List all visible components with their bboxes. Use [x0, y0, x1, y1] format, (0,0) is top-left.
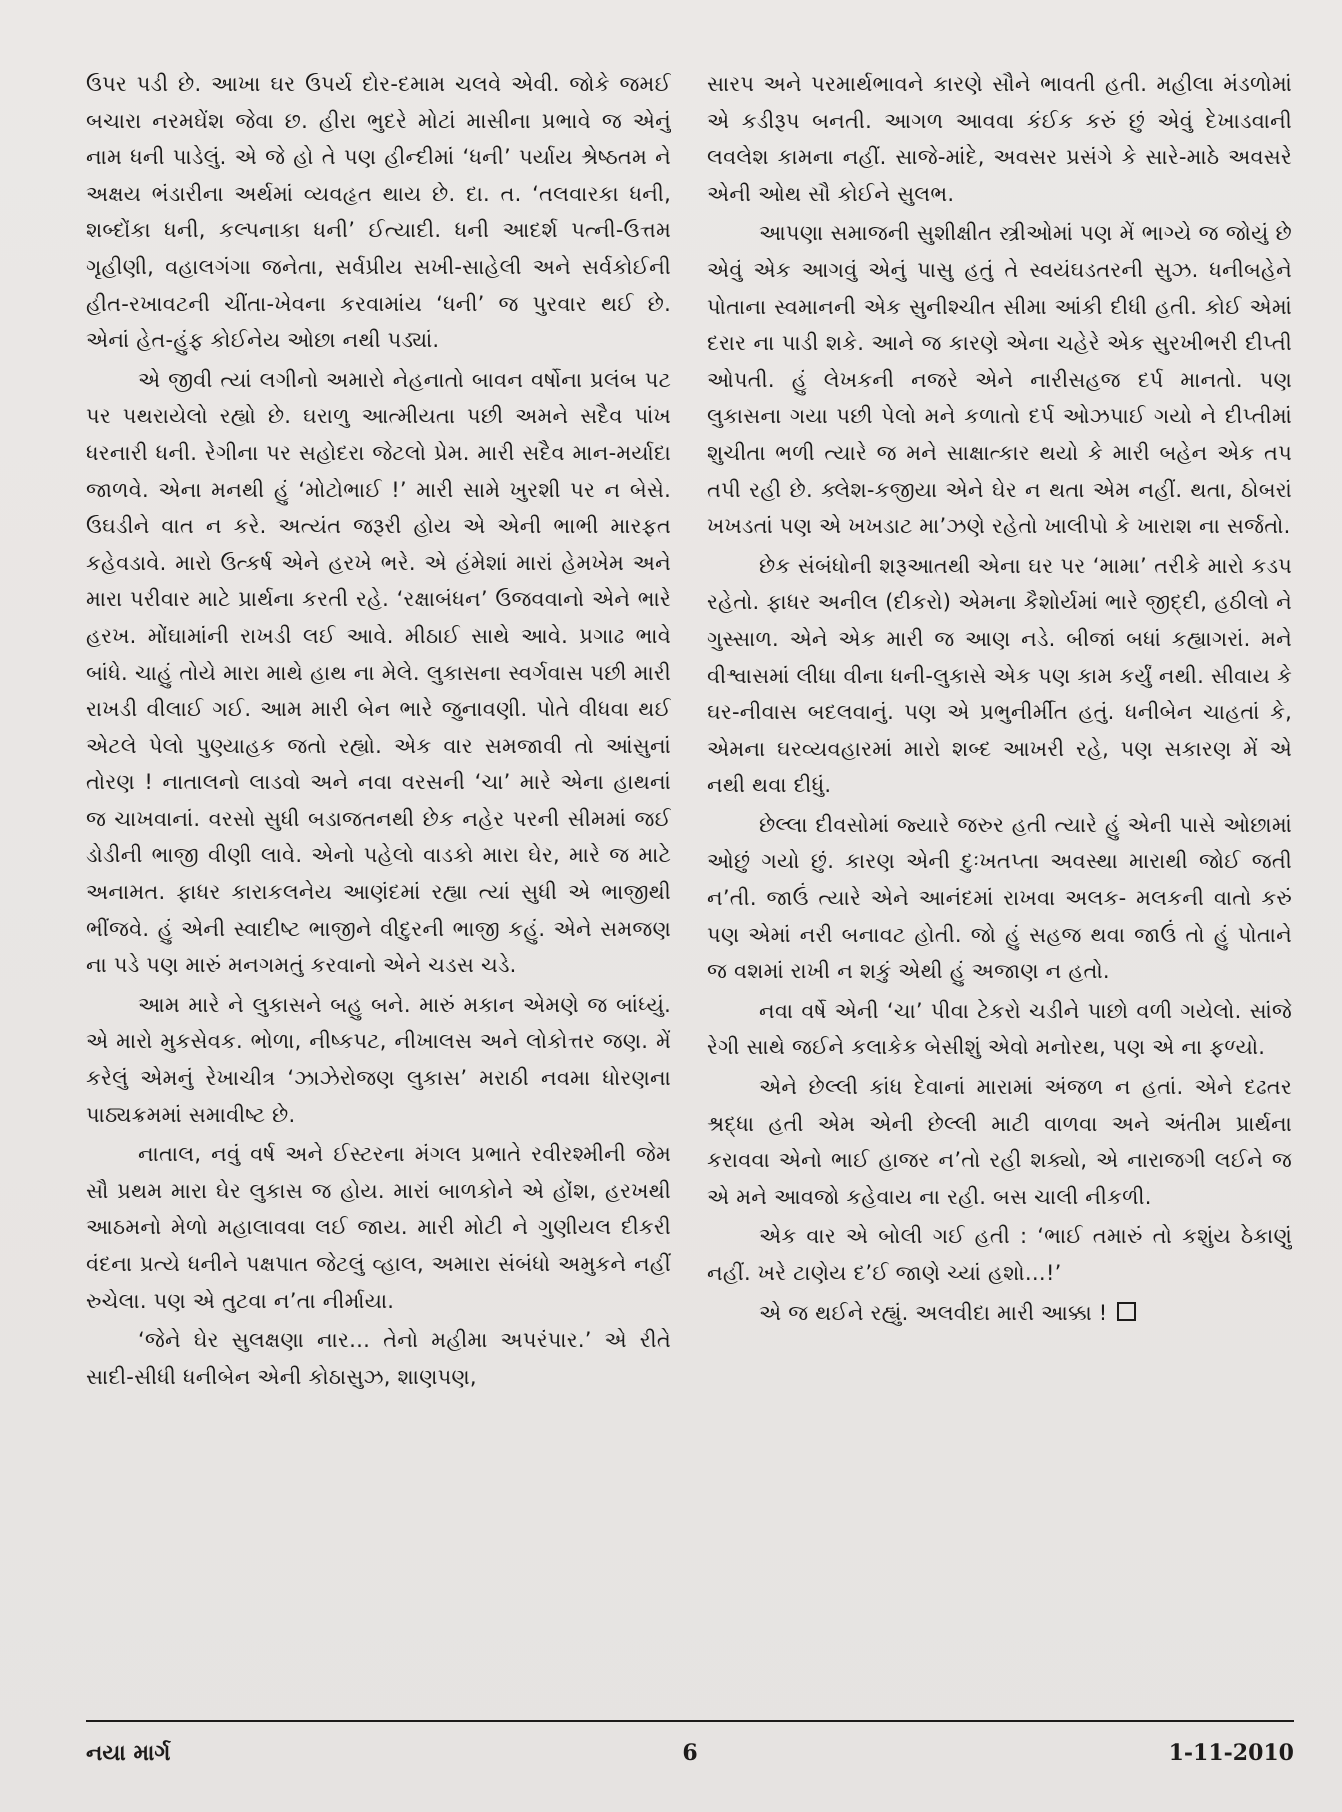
- closing-line: એ જ થઈને રહ્યું. અલવીદા મારી આક્કા !: [759, 1300, 1108, 1325]
- paragraph: આપણા સમાજની સુશીક્ષીત સ્ત્રીઓમાં પણ મેં ભાગ્યે જ જોયું છે એવું એક આગવું એનું પાસુ હતું તે સ્વયંઘડતરની સુઝ. ધનીબહેને પોતાના સ્વમાનની એક સુનીશ્ચીત સીમા આંકી દીધી હતી. કોઈ એમાં દરાર ના પાડી શકે. આને જ કારણે એના ચહેરે એક સુરખીભરી દીપ્તી ઓપતી. હું લેખકની નજરે એને નારીસહજ દર્પ માનતો. પણ લુકાસના ગયા પછી પેલો મને કળાતો દર્પ ઓઝપાઈ ગયો ને દીપ્તીમાં શુચીતા ભળી ત્યારે જ મને સાક્ષાત્કાર થયો કે મારી બહેન એક તપ તપી રહી છે. ક્લેશ-કજીયા એને ઘેર ન થતા એમ નહીં. થતા, ઠોબરાં ખખડતાં પણ એ ખખડાટ મા’ઝણે રહેતો ખાલીપો કે ખારાશ ના સર્જતો.: [707, 221, 1292, 539]
- paragraph: છેલ્લા દીવસોમાં જ્યારે જરુર હતી ત્યારે હું એની પાસે ઓછામાં ઓછું ગયો છું. કારણ એની દુઃખતપ્તા અવસ્થા મારાથી જોઈ જતી ન’તી. જાઉં ત્યારે એને આનંદમાં રાખવા અલક- મલકની વાતો કરું પણ એમાં નરી બનાવટ હોતી. જો હું સહજ થવા જાઉં તો હું પોતાને જ વશમાં રાખી ન શકું એથી હું અજાણ ન હતો.: [707, 812, 1292, 984]
- paragraph: એ જીવી ત્યાં લગીનો અમારો નેહનાતો બાવન વર્ષોના પ્રલંબ પટ પર પથરાયેલો રહ્યો છે. ઘરાળુ આત્મીયતા પછી અમને સદૈવ પાંખ ધરનારી ધની. રેગીના પર સહોદરા જેટલો પ્રેમ. મારી સદૈવ માન-મર્યાદા જાળવે. એના મનથી હું ‘મોટોભાઈ !’ મારી સામે ખુરશી પર ન બેસે. ઉઘડીને વાત ન કરે. અત્યંત જરૂરી હોય એ એની ભાભી મારફત કહેવડાવે. મારો ઉત્કર્ષ એને હરખે ભરે. એ હંમેશાં મારાં હેમખેમ અને મારા પરીવાર માટે પ્રાર્થના કરતી રહે. ‘રક્ષાબંધન’ ઉજવવાનો એને ભારે હરખ. મોંઘામાંની રાખડી લઈ આવે. મીઠાઈ સાથે આવે. પ્રગાઢ ભાવે બાંધે. ચાહું તોયે મારા માથે હાથ ના મેલે. લુકાસના સ્વર્ગવાસ પછી મારી રાખડી વીલાઈ ગઈ. આમ મારી બેન ભારે જુનાવણી. પોતે વીધવા થઈ એટલે પેલો પુણ્યાહક જતો રહ્યો. એક વાર સમજાવી તો આંસુનાં તોરણ ! નાતાલનો લાડવો અને નવા વરસની ‘ચા’ મારે એના હાથનાં જ ચાખવાનાં. વરસો સુધી બડાજતનથી છેક નહેર પરની સીમમાં જઈ ડોડીની ભાજી વીણી લાવે. એનો પહેલો વાડકો મારા ઘેર, મારે જ માટે અનામત. ફાધર કારાકલનેય આણંદમાં રહ્યા ત્યાં સુધી એ ભાજીથી ભીંજવે. હું એની સ્વાદીષ્ટ ભાજીને વીદુરની ભાજી કહું. એને સમજણ ના પડે પણ મારું મનગમતું કરવાનો એને ચડસ ચડે.: [86, 367, 671, 978]
- final-paragraph: [707, 1295, 1292, 1332]
- paragraph: નાતાલ, નવું વર્ષ અને ઈસ્ટરના મંગલ પ્રભાતે રવીરશ્મીની જેમ સૌ પ્રથમ મારા ઘેર લુકાસ જ હોય. મારાં બાળકોને એ હોંશ, હરખથી આઠમનો મેળો મહાલાવવા લઈ જાય. મારી મોટી ને ગુણીયલ દીકરી વંદના પ્રત્યે ધનીને પક્ષપાત જેટલું વ્હાલ, અમારા સંબંધો અમુકને નહીં રુચેલા. પણ એ તુટવા ન’તા નીર્માયા.: [86, 1142, 671, 1313]
- page-number: 6: [682, 1740, 698, 1766]
- paragraph: એને છેલ્લી કાંધ દેવાનાં મારામાં અંજળ ન હતાં. એને દઢતર શ્રદ્ધા હતી એમ એની છેલ્લી માટી વાળવા અને અંતીમ પ્રાર્થના કરાવવા એનો ભાઈ હાજર ન’તો રહી શક્યો, એ નારાજગી લઈને જ એ મને આવજો કહેવાય ના રહી. બસ ચાલી નીકળી.: [707, 1075, 1292, 1209]
- paragraph: ઉપર પડી છે. આખા ઘર ઉપર્ય દોર-દમામ ચલવે એવી. જોકે જમઈ બચારા નરમઘેંશ જેવા છ. હીરા ભુદરે મોટાં માસીના પ્રભાવે જ એનું નામ ધની પાડેલું. એ જે હો તે પણ હીન્દીમાં ‘ધની’ પર્યાય શ્રેષ્ઠતમ ને અક્ષય ભંડારીના અર્થમાં વ્યવહૃત થાય છે. દા. ત. ‘તલવારકા ધની, શબ્દોંકા ધની, કલ્પનાકા ધની’ ઈત્યાદી. ધની આદર્શ પત્ની-ઉત્તમ ગૃહીણી, વહાલગંગા જનેતા, સર્વપ્રીય સખી-સાહેલી અને સર્વકોઈની હીત-રખાવટની ચીંતા-ખેવના કરવામાંય ‘ધની’ જ પુરવાર થઈ છે. એનાં હેત-હુંફ કોઈનેય ઓછા નથી પડ્યાં.: [86, 72, 671, 353]
- paragraph: એક વાર એ બોલી ગઈ હતી : ‘ભાઈ તમારું તો કશુંય ઠેકાણું નહીં. ખરે ટાણેય દ’ઈ જાણે ચ્યાં હશો…!’: [707, 1224, 1292, 1285]
- footer-divider: [86, 1720, 1294, 1722]
- paragraph: આમ મારે ને લુકાસને બહુ બને. મારું મકાન એમણે જ બાંધ્યું. એ મારો મુકસેવક. ભોળા, નીષ્કપટ, નીખાલસ અને લોકોત્તર જણ. મેં કરેલું એમનું રેખાચીત્ર ‘ઝાઝેરોજણ લુકાસ’ મરાઠી નવમા ધોરણના પાઠ્યક્રમમાં સમાવીષ્ટ છે.: [86, 992, 671, 1127]
- left-column: [86, 66, 671, 1686]
- end-of-article-box-icon: [1117, 1302, 1136, 1321]
- publication-name: નયા માર્ગ: [86, 1740, 171, 1766]
- issue-date: 1-11-2010: [1168, 1740, 1294, 1766]
- paragraph: નવા વર્ષે એની ‘ચા’ પીવા ટેકરો ચડીને પાછો વળી ગયેલો. સાંજે રેગી સાથે જઈને કલાકેક બેસીશું એવો મનોરથ, પણ એ ના ફળ્યો.: [707, 998, 1292, 1060]
- paragraph: સારપ અને પરમાર્થભાવને કારણે સૌને ભાવતી હતી. મહીલા મંડળોમાં એ કડીરૂપ બનતી. આગળ આવવા કંઈક કરું છું એવું દેખાડવાની લવલેશ કામના નહીં. સાજે-માંદે, અવસર પ્રસંગે કે સારે-માઠે અવસરે એની ઓથ સૌ કોઈને સુલભ.: [707, 72, 1292, 206]
- paragraph: છેક સંબંધોની શરૂઆતથી એના ઘર પર ‘મામા’ તરીકે મારો કડપ રહેતો. ફાધર અનીલ (દીકરો) એમના કૈશોર્યમાં ભારે જીદ્દી, હઠીલો ને ગુસ્સાળ. એને એક મારી જ આણ નડે. બીજાં બધાં કહ્યાગરાં. મને વીશ્વાસમાં લીધા વીના ધની-લુકાસે એક પણ કામ કર્યું નથી. સીવાય કે ઘર-નીવાસ બદલવાનું. પણ એ પ્રભુનીર્મીત હતું. ધનીબેન ચાહતાં કે, એમના ઘરવ્યવહારમાં મારો શબ્દ આખરી રહે, પણ સકારણ મેં એ નથી થવા દીધું.: [707, 553, 1292, 798]
- page-footer: [86, 1740, 1294, 1780]
- right-column: [707, 66, 1292, 1686]
- paragraph: ‘જેને ઘેર સુલક્ષણા નાર… તેનો મહીમા અપરંપાર.’ એ રીતે સાદી-સીધી ધનીબેન એની કોઠાસુઝ, શાણપણ,: [86, 1328, 671, 1389]
- article-body: [86, 66, 1292, 1686]
